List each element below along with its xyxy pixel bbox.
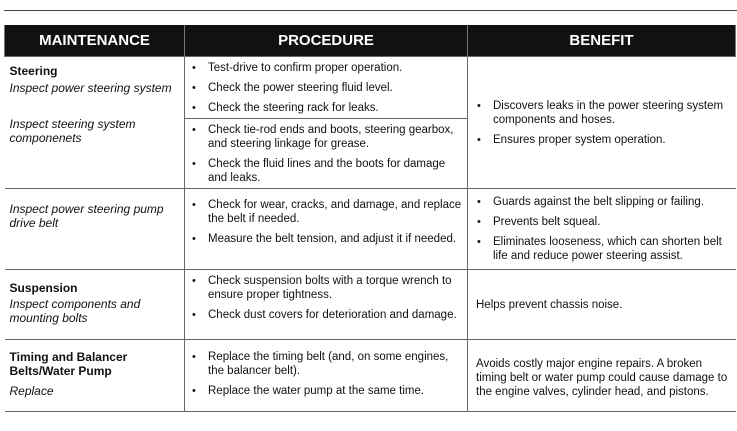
header-procedure: PROCEDURE	[185, 25, 468, 57]
list-item: • Check tie-rod ends and boots, steering gearbox, and steering linkage for grease.	[191, 123, 463, 151]
list-item: • Ensures proper system operation.	[476, 133, 732, 147]
list-item: • Check suspension bolts with a torque wrench to ensure proper tightness.	[191, 274, 463, 302]
list-item: • Check for wear, cracks, and damage, and replace the belt if needed.	[191, 198, 463, 226]
suspension-benefit-cell	[468, 270, 736, 340]
list-item: • Eliminates looseness, which can shorten belt life and reduce power steering assist.	[476, 235, 732, 263]
list-item: • Replace the timing belt (and, on some engines, the balancer belt).	[191, 350, 463, 378]
list-item: • Check dust covers for deterioration and damage.	[191, 308, 463, 322]
list-item: • Discovers leaks in the power steering system components and hoses.	[476, 99, 732, 127]
table-row	[5, 189, 736, 270]
table-row	[5, 270, 736, 340]
header-benefit: BENEFIT	[468, 25, 736, 57]
header-maintenance: MAINTENANCE	[5, 25, 185, 57]
steering-proc-2-cell	[185, 119, 468, 189]
table-row	[5, 340, 736, 412]
steering-sub-1: Inspect power steering system	[9, 81, 172, 95]
table-row	[5, 57, 736, 119]
list-item: • Check the power steering fluid level.	[191, 81, 463, 95]
list-item: • Test-drive to confirm proper operation.	[191, 61, 463, 75]
top-rule	[4, 10, 737, 11]
steering-benefit-1-cell	[468, 57, 736, 189]
steering-title: Steering	[9, 64, 58, 78]
timing-benefit-cell	[468, 340, 736, 412]
timing-title: Timing and Balancer Belts/Water Pump	[9, 350, 128, 378]
steering-proc-1-cell	[185, 57, 468, 119]
timing-proc-cell	[185, 340, 468, 412]
suspension-sub: Inspect components and mounting bolts	[9, 297, 141, 325]
suspension-benefit: Helps prevent chassis noise.	[476, 298, 623, 311]
list-item: • Prevents belt squeal.	[476, 215, 732, 229]
steering-benefit-3-cell	[468, 189, 736, 270]
suspension-title: Suspension	[9, 281, 78, 295]
steering-proc-3-cell	[185, 189, 468, 270]
suspension-proc-cell	[185, 270, 468, 340]
list-item: • Check the fluid lines and the boots for damage and leaks.	[191, 157, 463, 185]
steering-belt-maintenance-cell	[5, 189, 185, 270]
header-row	[5, 25, 736, 57]
maintenance-table	[4, 25, 736, 412]
timing-benefit: Avoids costly major engine repairs. A broken timing belt or water pump could cause damage to the engine valves, cylinder head, and pistons.	[476, 357, 728, 398]
timing-sub: Replace	[9, 384, 54, 398]
list-item: • Replace the water pump at the same time.	[191, 384, 463, 398]
list-item: • Check the steering rack for leaks.	[191, 101, 463, 115]
timing-maintenance-cell	[5, 340, 185, 412]
list-item: • Measure the belt tension, and adjust it if needed.	[191, 232, 463, 246]
steering-sub-2: Inspect steering system componenets	[9, 117, 136, 145]
suspension-maintenance-cell	[5, 270, 185, 340]
list-item: • Guards against the belt slipping or failing.	[476, 195, 732, 209]
steering-sub-3: Inspect power steering pump drive belt	[9, 202, 164, 230]
steering-maintenance-cell	[5, 57, 185, 189]
